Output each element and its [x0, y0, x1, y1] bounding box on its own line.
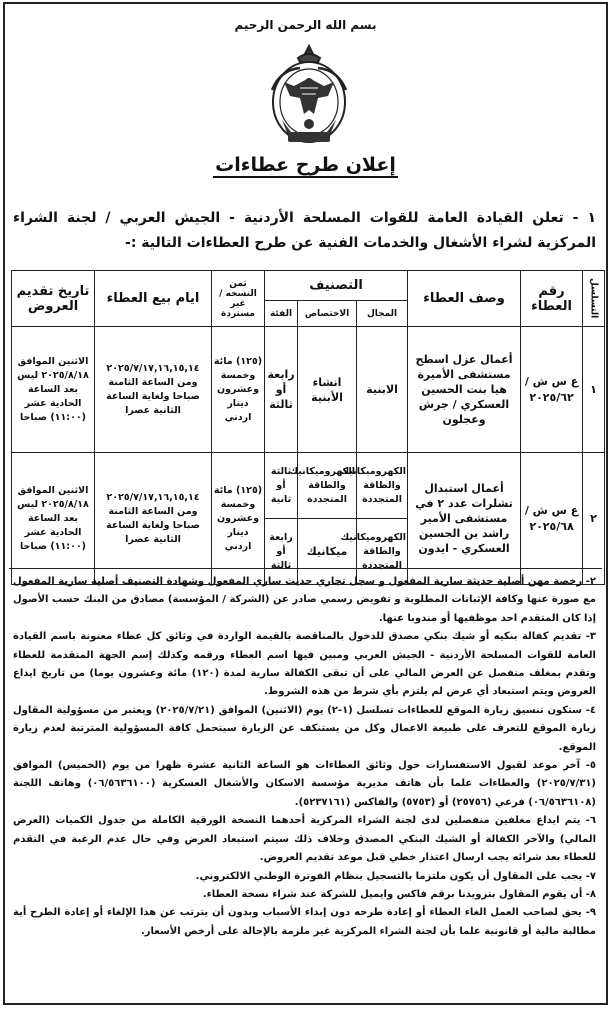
header-classification: التصنيف: [265, 271, 408, 301]
cell-category: ثالثة أو ثانية: [265, 453, 298, 519]
cell-tender-no: ع س ش / ٢٠٢٥/٦٨: [521, 453, 583, 585]
page-title: [5, 154, 606, 176]
intro-paragraph: ١ - تعلن القيادة العامة للقوات المسلحة الأردنية - الجيش العربي / لجنة الشراء المركزية لشراء الأشغال والخدمات الفنية عن طرح العطاءات التالية :-: [13, 210, 596, 251]
header-price: ثمن النسخه /غير مستردة: [212, 271, 265, 327]
header-submission: تاريخ تقديم العروض: [12, 271, 95, 327]
cell-specialty: انشاء الأبنية: [298, 327, 357, 453]
cell-submission: الاثنين الموافق ٢٠٢٥/٨/١٨ ليس بعد الساعة الحادية عشر (١١:٠٠) صباحا: [12, 327, 95, 453]
tender-announcement: [3, 2, 608, 1005]
term-item: ٥- آخر موعد لقبول الاستفسارات حول وثائق العطاءات هو الساعة الثانية عشرة ظهرا من يوم (الخميس) الموافق (٢٠٢٥/٧/٣١) والعطاءات علما بأن هاتف مديرية مؤسسة الاسكان والأشغال العسكرية (٠٦/٥٦٣٦١٠٠) وهاتف اللجنة (٠٦/٥٦٣٦١٠٨) فرعي (٢٥٧٥٦) أو (٥٧٥٣) والفاكس (٥٢٣٧١٦١).: [13, 760, 596, 808]
cell-sale-days: ٢٠٢٥/٧/١٧,١٦,١٥,١٤ ومن الساعة الثامنة صباحا ولغاية الساعة الثانية عصرا: [95, 453, 212, 585]
basmala: بسم الله الرحمن الرحيم: [234, 18, 377, 32]
table-row: [12, 327, 605, 453]
terms-section: [9, 568, 602, 999]
header-specialty: الاختصاص: [298, 301, 357, 327]
cell-price: (١٢٥) مائة وخمسة وعشرون دينار اردني: [212, 453, 265, 585]
cell-price: (١٢٥) مائة وخمسة وعشرون دينار اردني: [212, 327, 265, 453]
cell-specialty: الكهروميكانيك والطاقة المتجددة: [298, 453, 357, 519]
term-item: ٤- ستكون تنسيق زيارة الموقع للعطاءات تسلسل (١-٢) يوم (الاثنين) الموافق (٢٠٢٥/٧/٢١) ويعتبر من مسؤولية المقاول زيارة الموقع للتعرف على طبيعة الاعمال وكل من يستنكف عن الزيارة سيتحمل كافة المسؤولية المترتبة لعدم زيارة الموقع.: [13, 704, 596, 753]
term-item: ٩- يحق لصاحب العمل الغاء العطاء أو إعادة طرحه دون إبداء الأسباب وبدون أن يترتب عن هذا الإلغاء أو إعادة الطرح أية مطالبة مالية أو قانونية علما بأن لجنة الشراء المركزية غير ملزمة بالإحالة على أرخص الأسعار.: [13, 907, 596, 937]
cell-sale-days: ٢٠٢٥/٧/١٧,١٦,١٥,١٤ ومن الساعة الثامنة صباحا ولغاية الساعة الثانية عصرا: [95, 327, 212, 453]
term-item: ٨- أن يقوم المقاول بتزويدنا برقم فاكس وايميل للشركة عند شراء نسخة العطاء.: [202, 888, 596, 900]
cell-field: الكهروميكانيك والطاقة المتجددة: [357, 453, 408, 519]
table-header-row: [12, 271, 605, 301]
cell-field: الابنية: [357, 327, 408, 453]
cell-submission: الاثنين الموافق ٢٠٢٥/٨/١٨ ليس بعد الساعة الحادية عشر (١١:٠٠) صباحا: [12, 453, 95, 585]
term-item: ٦- يتم ايداع مغلفين منفصلين لدى لجنة الشراء المركزية أحدهما النسخة الورقية الكاملة من جدول الكميات (العرض المالي) والآخر الكفالة أو الشيك البنكي المصدق وخلاف ذلك سيتم استبعاد العرض وفي حال عدم الرغبة في التقدم للعطاء بعد شرائه يجب ارسال اعتذار خطي قبل موعد تقديم العروض.: [13, 815, 596, 864]
term-item: ٢- رخصة مهن أصلية حديثة سارية المفعول و سجل تجاري حديث ساري المفعول وشهادة التصنيف أصلية سارية المفعول مع صورة عنها وكافة الإثباتات المطلوبة و تفويض رسمي صادر عن (الشركة / المؤسسة) مصادق من البنك حسب الأصول إذا كان المتقدم احد موظفيها أو مندوبا عنها.: [13, 576, 596, 624]
title-text: إعلان طرح عطاءات: [215, 154, 396, 176]
cell-description: أعمال استبدال تشلرات عدد ٢ في مستشفى الأمير راشد بن الحسين العسكري - ايدون: [408, 453, 521, 585]
term-item: ٧- يجب على المقاول أن يكون ملتزما بالتسجيل بنظام الفوترة الوطني الالكتروني.: [195, 870, 596, 882]
header-description: وصف العطاء: [408, 271, 521, 327]
cell-field: الكهروميكانيك والطاقة المتجددة: [357, 519, 408, 585]
cell-category: رابعة أو ثالثة: [265, 519, 298, 585]
table-row: [12, 453, 605, 519]
header-serial: التسلسل: [583, 271, 605, 327]
cell-tender-no: ع س ش / ٢٠٢٥/٦٢: [521, 327, 583, 453]
term-item: ٣- تقديم كفالة بنكيه أو شيك بنكي مصدق للدخول بالمناقصة بالقيمة الواردة في وثائق كل عطاء معنونة باسم القيادة العامة للقوات المسلحة الأردنية - الجيش العربي ومبين فيها اسم العطاء ورقمه وكذلك إسم الجهة المتقدمة للعطاء وتقدم بمغلف منفصل عن العرض المالي على أن تبقى الكفالة سارية لمدة (١٢٠) مائة وعشرون يوما) من تاريخ ايداع العروض ويتم استبعاد أي عرض لم يلتزم بأي شرط من هذه الشروط.: [13, 631, 596, 698]
cell-description: أعمال عزل اسطح مستشفى الأميرة هيا بنت الحسين العسكري / جرش وعجلون: [408, 327, 521, 453]
header-tender-no: رقم العطاء: [521, 271, 583, 327]
cell-serial: ٢: [583, 453, 605, 585]
cell-serial: ١: [583, 327, 605, 453]
cell-specialty: ميكانيك: [298, 519, 357, 585]
jordan-armed-forces-emblem-icon: [260, 40, 358, 152]
cell-category: رابعة أو ثالثة: [265, 327, 298, 453]
header-field: المجال: [357, 301, 408, 327]
header-sale-days: ايام بيع العطاء: [95, 271, 212, 327]
tenders-table: [11, 270, 605, 585]
header-category: الفئة: [265, 301, 298, 327]
